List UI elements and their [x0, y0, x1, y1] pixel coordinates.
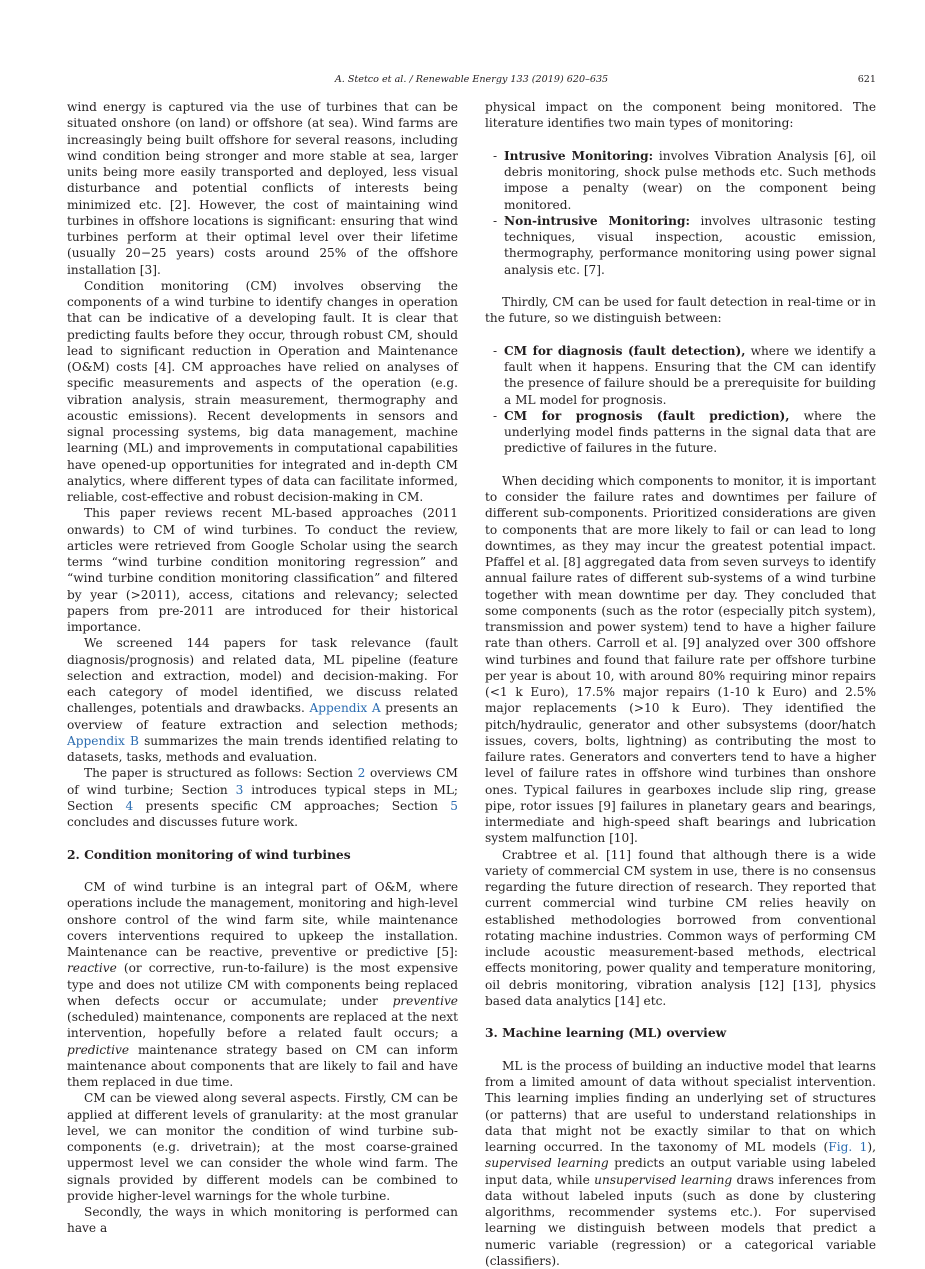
emphasis: preventive	[392, 993, 458, 1008]
paragraph: Secondly, the ways in which monitoring is performed can have a	[67, 1205, 458, 1236]
list-term: Non-intrusive Monitoring:	[504, 213, 690, 228]
paragraph: When deciding which components to monitor, it is important to consider the failure rates and downtimes per failure of different sub-components. Prioritized considerations are given to components that are more likely to fail or can lead to long downtimes, as they may incur the greatest potential impact. Pfaffel et al. [8] aggregated data from seven surveys to identify annual failure rates of different sub-systems of a wind turbine together with mean downtime per day. They concluded that some components (such as the rotor (especially pitch system), transmission and power system) tend to have a higher failure rate than others. Carroll et al. [9] analyzed over 300 offshore wind turbines and found that failure rate per offshore turbine per year is about 10, with around 80% requiring minor repairs (<1 k Euro), 17.5% major repairs (1-10 k Euro) and 2.5% major replacements (>10 k Euro). They identified the pitch/hydraulic, generator and other subsystems (door/hatch issues, covers, bolts, lightning) as contributing the most to failure rates. Generators and converters tend to have a higher level of failure rates in offshore wind turbines than onshore ones. Typical failures in gearboxes include slip ring, grease pipe, rotor issues [9] failures in planetary gears and bearings, intermediate and high-speed shaft bearings and lubrication system malfunction [10].	[485, 473, 876, 846]
list-item: - Non-intrusive Monitoring: involves ultrasonic testing techniques, visual inspection, acoustic emission, thermography, performance monitoring using power signal analysis etc. [7].	[493, 213, 877, 277]
text-span: presents specific CM approaches; Section	[145, 798, 438, 813]
text-span: overviews CM of wind turbine; Section	[67, 766, 458, 797]
section-4-link[interactable]: 4	[125, 798, 134, 813]
text-span: summarizes the main trends identified relating to datasets, tasks, methods and evaluation.	[67, 733, 458, 764]
text-span: ),	[867, 1140, 876, 1154]
paragraph	[485, 1058, 876, 1269]
list-text: involves ultrasonic testing techniques, visual inspection, acoustic emission, thermography, performance monitoring using power signal analysis etc. [7].	[504, 213, 877, 277]
list-text: where we identify a fault when it happens. Ensuring that the CM can identify the presence of failure should be a prerequisite for building a ML model for prognosis.	[504, 343, 876, 407]
text-span: ML is the process of building an inductive model that learns from a limited amount of data without specialist intervention. This learning implies finding an underlying set of structures (or patterns) that are useful to understand relationships in data that might not be exactly similar to that on which learning occurred. In the taxonomy of ML models (	[485, 1058, 876, 1154]
text-span: concludes and discusses future work.	[67, 815, 298, 829]
text-span: The paper is structured as follows: Section	[84, 766, 353, 781]
monitoring-types-list	[485, 148, 876, 278]
text-span: predicts an output variable using labeled input data, while	[485, 1156, 876, 1187]
paragraph: Thirdly, CM can be used for fault detection in real-time or in the future, so we distinguish between:	[485, 295, 876, 326]
list-term: CM for diagnosis (fault detection),	[504, 343, 746, 358]
paragraph: CM can be viewed along several aspects. Firstly, CM can be applied at different levels of granularity: at the most granular level, we can monitor the condition of wind turbine sub-components (e.g. drivetrain); at the most coarse-grained uppermost level we can consider the whole wind farm. The signals provided by different models can be combined to provide higher-level warnings for the whole turbine.	[67, 1091, 458, 1203]
list-text: where the underlying model finds patterns in the signal data that are predictive of failures in the future.	[504, 408, 876, 456]
paragraph: physical impact on the component being monitored. The literature identifies two main types of monitoring:	[485, 100, 876, 131]
emphasis: reactive	[67, 961, 117, 976]
section-2-link[interactable]: 2	[357, 766, 366, 781]
emphasis: unsupervised learning	[594, 1172, 733, 1187]
right-column	[485, 99, 876, 1269]
paragraph: This paper reviews recent ML-based approaches (2011 onwards) to CM of wind turbines. To conduct the review, articles were retrieved from Google Scholar using the search terms “wind turbine condition monitoring regression” and “wind turbine condition monitoring classification” and filtered by year (>2011), access, citations and relevancy; selected papers from pre-2011 are introduced for their historical importance.	[67, 506, 458, 634]
list-item: - Intrusive Monitoring: involves Vibration Analysis [6], oil debris monitoring, shock pulse methods etc. Such methods impose a penalty (wear) on the component being monitored.	[493, 148, 877, 212]
text-span: CM of wind turbine is an integral part of O&M, where operations include the management, monitoring and high-level onshore control of the wind farm site, while maintenance covers interventions required to upkeep the installation. Maintenance can be reactive, preventive or predictive [5]:	[67, 880, 458, 959]
text-span: draws inferences from data without labeled inputs (such as done by clustering algorithms, recommender systems etc.). For supervised learning we distinguish between models that predict a numeric variable (regression) or a categorical variable (classifiers).	[485, 1172, 877, 1268]
text-span: presents an overview of feature extraction and selection methods;	[67, 701, 459, 732]
list-text: involves Vibration Analysis [6], oil debris monitoring, shock pulse methods etc. Such methods impose a penalty (wear) on the component being monitored.	[504, 148, 877, 212]
cm-purpose-list	[485, 343, 876, 457]
appendix-b-link[interactable]: Appendix B	[67, 733, 139, 748]
list-term: CM for prognosis (fault prediction),	[504, 408, 790, 423]
paragraph: Crabtree et al. [11] found that although there is a wide variety of commercial CM system in use, there is no consensus regarding the future direction of research. They reported that current commercial wind turbine CM relies heavily on established methodologies borrowed from conventional rotating machine industries. Common ways of performing CM include acoustic measurement-based methods, electrical effects monitoring, power quality and temperature monitoring, oil debris monitoring, vibration analysis [12] [13], physics based data analytics [14] etc.	[485, 847, 876, 1008]
text-span: (or corrective, run-to-failure) is the most expensive type and does not utilize CM with components being replaced when defects occur or accumulate; under	[67, 961, 459, 1008]
figure-1-link[interactable]: Fig. 1	[828, 1140, 868, 1154]
text-span: (scheduled) maintenance, components are replaced at the next intervention, hopefully before a related fault occurs; a	[67, 1010, 458, 1041]
paragraph	[67, 765, 458, 830]
appendix-a-link[interactable]: Appendix A	[309, 701, 381, 716]
paragraph	[67, 635, 458, 765]
section-heading: 3. Machine learning (ML) overview	[485, 1025, 727, 1041]
paragraph: wind energy is captured via the use of turbines that can be situated onshore (on land) or offshore (at sea). Wind farms are increasingly being built offshore for several reasons, including wind condition being stronger and more stable at sea, larger units being more easily transported and deployed, less visual disturbance and potential conflicts of interests being minimized etc. [2]. However, the cost of maintaining wind turbines in offshore locations is significant: ensuring that wind turbines perform at their optimal level over their lifetime (usually 20−25 years) costs around 25% of the offshore installation [3].	[67, 100, 458, 277]
paragraph: Condition monitoring (CM) involves observing the components of a wind turbine to identify changes in operation that can be indicative of a developing fault. It is clear that predicting faults before they occur, through robust CM, should lead to significant reduction in Operation and Maintenance (O&M) costs [4]. CM approaches have relied on analyses of specific measurements and aspects of the operation (e.g. vibration analysis, strain measurement, thermography and acoustic emissions). Recent developments in sensors and signal processing systems, big data management, machine learning (ML) and improvements in computational capabilities have opened-up opportunities for integrated and in-depth CM analytics, where different types of data can facilitate informed, reliable, cost-effective and robust decision-making in CM.	[67, 278, 458, 504]
emphasis: supervised learning	[485, 1156, 609, 1171]
section-5-link[interactable]: 5	[450, 798, 458, 813]
text-span: introduces typical steps in ML; Section	[67, 782, 459, 813]
running-header	[67, 73, 876, 87]
emphasis: predictive	[67, 1042, 130, 1057]
running-head: A. Stetco et al. / Renewable Energy 133 (2019) 620–635	[334, 74, 609, 85]
left-column	[67, 99, 458, 1237]
list-term: Intrusive Monitoring:	[504, 148, 654, 163]
paragraph	[67, 879, 458, 1090]
section-heading: 2. Condition monitoring of wind turbines	[67, 846, 351, 862]
text-span: We screened 144 papers for task relevance (fault diagnosis/prognosis) and related data, ML pipeline (feature selection and extraction, model) and decision-making. For each category of model identified, we discuss related challenges, potentials and drawbacks.	[67, 636, 458, 716]
list-item: - CM for diagnosis (fault detection), where we identify a fault when it happens. Ensuring that the CM can identify the presence of failure should be a prerequisite for building a ML model for prognosis.	[493, 343, 876, 407]
text-span: maintenance strategy based on CM can inform maintenance about components that are likely to fail and have them replaced in due time.	[67, 1042, 459, 1089]
list-item: - CM for prognosis (fault prediction), where the underlying model finds patterns in the signal data that are predictive of failures in the future.	[493, 408, 876, 456]
section-3-link[interactable]: 3	[235, 782, 244, 797]
page-number: 621	[857, 74, 876, 85]
